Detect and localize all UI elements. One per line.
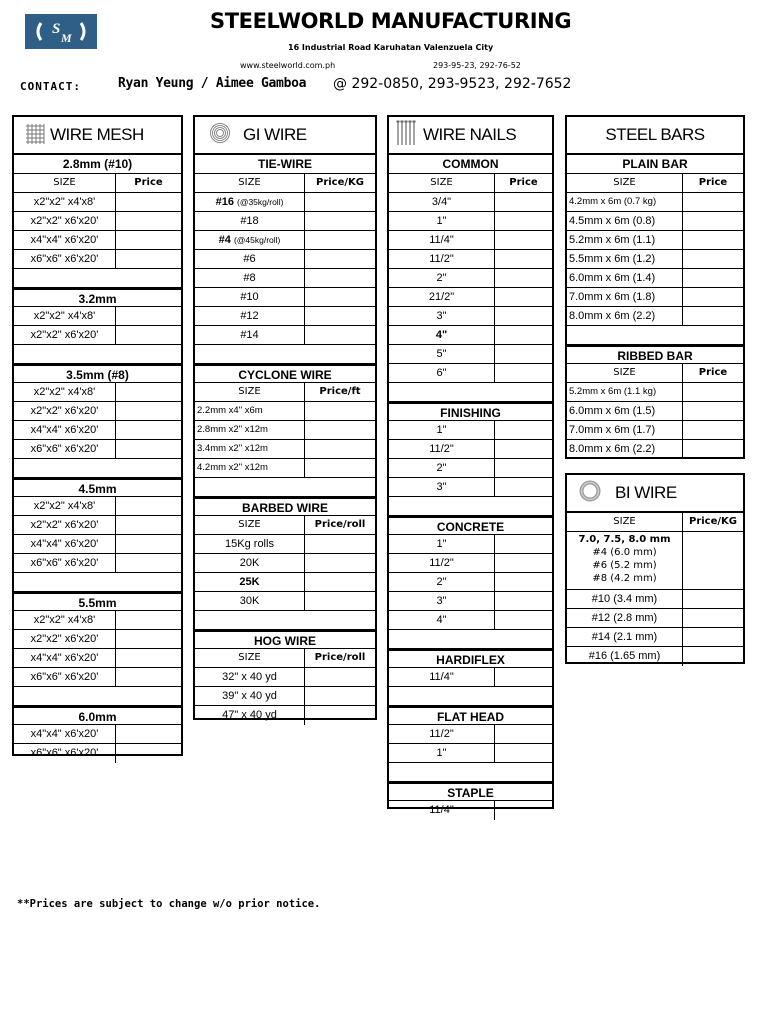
size-cell: x4"x4" x6'x20' (14, 725, 116, 743)
size-cell: #10 (195, 288, 305, 306)
size-cell: 6.0mm x 6m (1.5) (567, 402, 683, 420)
price-cell (305, 573, 375, 591)
svg-text:M: M (61, 31, 72, 45)
steelworld-logo-icon (25, 14, 97, 49)
size-cell: 1" (389, 535, 495, 553)
wire-nails-panel (387, 115, 554, 816)
price-cell (495, 250, 552, 268)
size-cell: 3" (389, 478, 495, 496)
price-cell (305, 592, 375, 610)
size-group-row: #8 (4.2 mm) (592, 573, 657, 584)
section-title: HARDIFLEX (389, 649, 552, 668)
size-cell: x2"x2" x6'x20' (14, 402, 116, 420)
svg-text:S: S (52, 21, 61, 37)
size-cell: 21/2" (389, 288, 495, 306)
price-cell (683, 269, 743, 287)
contact-names: Ryan Yeung / Aimee Gamboa (118, 76, 307, 91)
size-cell: 39" x 40 yd (195, 687, 305, 705)
size-cell: 2" (389, 269, 495, 287)
section-title: 6.0mm (14, 706, 181, 725)
size-cell: 6.0mm x 6m (1.4) (567, 269, 683, 287)
price-cell (116, 440, 181, 458)
section-title: HOG WIRE (195, 630, 375, 649)
price-cell (305, 535, 375, 553)
steel-bars-title: STEEL BARS (605, 125, 705, 144)
size-cell: #16 (1.65 mm) (567, 647, 683, 666)
size-cell: #10 (3.4 mm) (567, 590, 683, 608)
steel-bars-panel (565, 115, 745, 459)
blank-cell (567, 326, 743, 344)
section-title: PLAIN BAR (567, 155, 743, 174)
size-cell: #18 (195, 212, 305, 230)
section-title: CONCRETE (389, 516, 552, 535)
gi-wire-header (195, 117, 375, 155)
size-cell: x6"x6" x6'x20' (14, 250, 116, 268)
wire-ring-icon (579, 480, 601, 507)
size-cell: 11/4" (389, 801, 495, 820)
price-cell (116, 193, 181, 211)
size-cell: x4"x4" x6'x20' (14, 649, 116, 667)
price-cell (683, 250, 743, 268)
blank-cell (14, 459, 181, 477)
price-cell (683, 532, 743, 589)
size-cell: 11/4" (389, 668, 495, 686)
size-cell: 11/4" (389, 231, 495, 249)
size-cell: x4"x4" x6'x20' (14, 231, 116, 249)
price-cell (683, 193, 743, 211)
size-cell: 25K (195, 573, 305, 591)
size-group-row: #6 (5.2 mm) (592, 560, 657, 571)
price-cell (495, 668, 552, 686)
price-cell (683, 609, 743, 627)
price-cell (683, 440, 743, 459)
size-cell: 2.8mm x2" x12m (195, 421, 305, 439)
size-cell: 11/2" (389, 250, 495, 268)
price-cell (495, 459, 552, 477)
price-label: Price (134, 177, 163, 188)
section-title: 4.5mm (14, 478, 181, 497)
size-cell: #6 (195, 250, 305, 268)
price-cell (495, 288, 552, 306)
wire-mesh-title: WIRE MESH (50, 125, 144, 144)
blank-cell (389, 630, 552, 648)
price-cell (305, 250, 375, 268)
price-cell (116, 212, 181, 230)
wire-mesh-panel (12, 115, 183, 759)
size-cell: #4 (@45kg/roll) (195, 231, 305, 249)
blank-cell (389, 497, 552, 515)
size-cell: 2" (389, 459, 495, 477)
price-cell (495, 193, 552, 211)
size-group-cell (567, 532, 683, 589)
size-cell: 11/2" (389, 725, 495, 743)
size-cell: x6"x6" x6'x20' (14, 440, 116, 458)
price-cell (683, 628, 743, 646)
size-label: SIZE (195, 649, 305, 667)
price-label: Price/roll (314, 652, 366, 663)
size-cell: 7.0mm x 6m (1.7) (567, 421, 683, 439)
price-cell (683, 421, 743, 439)
size-label: SIZE (195, 516, 305, 534)
size-cell: x2"x2" x4'x8' (14, 193, 116, 211)
size-cell: #8 (195, 269, 305, 287)
price-cell (305, 459, 375, 477)
price-cell (116, 383, 181, 401)
size-cell: 4.2mm x 6m (0.7 kg) (567, 193, 683, 211)
size-cell: 7.0mm x 6m (1.8) (567, 288, 683, 306)
gi-wire-title: GI WIRE (243, 125, 307, 144)
size-cell: #12 (195, 307, 305, 325)
size-cell: x6"x6" x6'x20' (14, 554, 116, 572)
size-cell: 3.4mm x2" x12m (195, 440, 305, 458)
size-cell: 4.5mm x 6m (0.8) (567, 212, 683, 230)
size-cell: 20K (195, 554, 305, 572)
price-cell (495, 801, 552, 820)
company-phones: 293-95-23, 292-76-52 (433, 61, 521, 70)
size-cell: x2"x2" x6'x20' (14, 516, 116, 534)
section-title: BARBED WIRE (195, 497, 375, 516)
size-label: SIZE (195, 174, 305, 192)
blank-cell (195, 345, 375, 363)
price-cell (305, 402, 375, 420)
price-cell (683, 383, 743, 401)
size-cell: 5" (389, 345, 495, 363)
blank-cell (14, 573, 181, 591)
price-cell (495, 535, 552, 553)
size-cell: 3" (389, 307, 495, 325)
size-cell: 2.2mm x4" x6m (195, 402, 305, 420)
size-cell: 5.2mm x 6m (1.1 kg) (567, 383, 683, 401)
price-label: Price (698, 177, 728, 188)
wire-coil-icon (209, 122, 231, 149)
size-cell: 2" (389, 573, 495, 591)
size-cell: 3/4" (389, 193, 495, 211)
price-label: Price/roll (314, 519, 366, 530)
mesh-grid-icon (24, 122, 46, 149)
price-cell (116, 668, 181, 686)
price-cell (116, 421, 181, 439)
size-cell: #14 (2.1 mm) (567, 628, 683, 646)
size-cell: 6" (389, 364, 495, 382)
wire-mesh-header (14, 117, 181, 155)
price-cell (495, 307, 552, 325)
price-cell (495, 611, 552, 629)
price-cell (305, 440, 375, 458)
price-cell (683, 231, 743, 249)
price-cell (116, 326, 181, 344)
size-cell: 15Kg rolls (195, 535, 305, 553)
contact-phone: @ 292-0850, 293-9523, 292-7652 (333, 76, 572, 92)
size-cell: 4" (389, 326, 495, 344)
price-label: Price (698, 367, 728, 378)
price-cell (116, 250, 181, 268)
section-title: FINISHING (389, 402, 552, 421)
company-address: 16 Industrial Road Karuhatan Valenzuela City (288, 43, 494, 52)
price-cell (305, 231, 375, 249)
price-cell (495, 212, 552, 230)
price-change-footnote: **Prices are subject to change w/o prior notice. (17, 898, 321, 910)
company-name: STEELWORLD MANUFACTURING (210, 9, 572, 33)
price-cell (495, 744, 552, 762)
price-cell (305, 668, 375, 686)
size-label: SIZE (567, 513, 683, 531)
size-cell: 5.5mm x 6m (1.2) (567, 250, 683, 268)
price-cell (683, 402, 743, 420)
blank-cell (14, 269, 181, 287)
size-cell: x2"x2" x6'x20' (14, 630, 116, 648)
price-cell (305, 421, 375, 439)
section-title: 2.8mm (#10) (14, 155, 181, 174)
price-cell (305, 269, 375, 287)
size-cell: x6"x6" x6'x20' (14, 668, 116, 686)
size-cell: 11/2" (389, 554, 495, 572)
section-title: COMMON (389, 155, 552, 174)
price-cell (495, 554, 552, 572)
price-cell (305, 326, 375, 344)
bi-wire-title: BI WIRE (615, 483, 677, 502)
size-cell: x2"x2" x6'x20' (14, 326, 116, 344)
size-cell: x2"x2" x4'x8' (14, 497, 116, 515)
price-cell (116, 725, 181, 743)
section-title: CYCLONE WIRE (195, 364, 375, 383)
size-cell: 3" (389, 592, 495, 610)
size-label: SIZE (389, 174, 495, 192)
nails-icon (395, 120, 419, 151)
price-cell (305, 212, 375, 230)
price-cell (305, 307, 375, 325)
wire-nails-header (389, 117, 552, 155)
price-cell (305, 706, 375, 725)
price-cell (116, 535, 181, 553)
size-cell: x2"x2" x4'x8' (14, 611, 116, 629)
size-group-row: #4 (6.0 mm) (592, 547, 657, 558)
blank-cell (195, 478, 375, 496)
contact-label: CONTACT: (20, 80, 81, 93)
size-cell: 5.2mm x 6m (1.1) (567, 231, 683, 249)
size-cell: 32" x 40 yd (195, 668, 305, 686)
price-label: Price (509, 177, 538, 188)
price-cell (495, 592, 552, 610)
section-title: FLAT HEAD (389, 706, 552, 725)
price-cell (305, 554, 375, 572)
section-title: STAPLE (389, 782, 552, 801)
blank-cell (195, 611, 375, 629)
size-label: SIZE (14, 174, 116, 192)
bi-wire-header (567, 475, 743, 513)
price-cell (495, 269, 552, 287)
price-cell (495, 326, 552, 344)
size-cell: 1" (389, 744, 495, 762)
price-label: Price/KG (688, 516, 737, 527)
gi-wire-panel (193, 115, 377, 720)
price-cell (116, 402, 181, 420)
price-cell (683, 647, 743, 666)
price-cell (495, 573, 552, 591)
price-cell (116, 744, 181, 763)
price-cell (305, 288, 375, 306)
size-cell: 4" (389, 611, 495, 629)
size-cell: 8.0mm x 6m (2.2) (567, 307, 683, 325)
price-cell (116, 231, 181, 249)
price-cell (495, 478, 552, 496)
size-cell: 1" (389, 212, 495, 230)
blank-cell (14, 345, 181, 363)
wire-nails-title: WIRE NAILS (423, 125, 517, 144)
blank-cell (389, 763, 552, 781)
price-cell (116, 649, 181, 667)
blank-cell (14, 687, 181, 705)
price-cell (116, 630, 181, 648)
section-title: 3.5mm (#8) (14, 364, 181, 383)
bi-wire-panel (565, 473, 745, 664)
price-cell (116, 554, 181, 572)
blank-cell (389, 383, 552, 401)
size-label: SIZE (567, 364, 683, 382)
size-cell: #16 (@35kg/roll) (195, 193, 305, 211)
price-cell (495, 440, 552, 458)
section-title: 5.5mm (14, 592, 181, 611)
price-cell (683, 590, 743, 608)
size-cell: 1" (389, 421, 495, 439)
price-cell (305, 193, 375, 211)
size-cell: 4.2mm x2" x12m (195, 459, 305, 477)
price-cell (495, 364, 552, 382)
price-cell (305, 687, 375, 705)
price-label: Price/ft (319, 386, 361, 397)
price-label: Price/KG (315, 177, 364, 188)
size-label: SIZE (567, 174, 683, 192)
size-cell: 8.0mm x 6m (2.2) (567, 440, 683, 459)
size-label: SIZE (195, 383, 305, 401)
size-cell: 47" x 40 yd (195, 706, 305, 725)
price-cell (495, 725, 552, 743)
company-website: www.steelworld.com.ph (240, 61, 336, 70)
price-cell (116, 307, 181, 325)
size-cell: #12 (2.8 mm) (567, 609, 683, 627)
size-group-title: 7.0, 7.5, 8.0 mm (578, 534, 671, 545)
price-cell (116, 497, 181, 515)
price-cell (116, 516, 181, 534)
size-cell: #14 (195, 326, 305, 344)
size-cell: x2"x2" x6'x20' (14, 212, 116, 230)
size-cell: x4"x4" x6'x20' (14, 421, 116, 439)
price-cell (683, 307, 743, 325)
price-cell (683, 212, 743, 230)
size-cell: x2"x2" x4'x8' (14, 383, 116, 401)
price-cell (495, 421, 552, 439)
size-cell: x2"x2" x4'x8' (14, 307, 116, 325)
section-title: 3.2mm (14, 288, 181, 307)
price-cell (683, 288, 743, 306)
size-cell: 30K (195, 592, 305, 610)
price-cell (116, 611, 181, 629)
blank-cell (389, 687, 552, 705)
price-cell (495, 345, 552, 363)
size-cell: x4"x4" x6'x20' (14, 535, 116, 553)
steel-bars-header (567, 117, 743, 155)
section-title: TIE-WIRE (195, 155, 375, 174)
size-cell: x6"x6" x6'x20' (14, 744, 116, 763)
section-title: RIBBED BAR (567, 345, 743, 364)
size-cell: 11/2" (389, 440, 495, 458)
price-cell (495, 231, 552, 249)
